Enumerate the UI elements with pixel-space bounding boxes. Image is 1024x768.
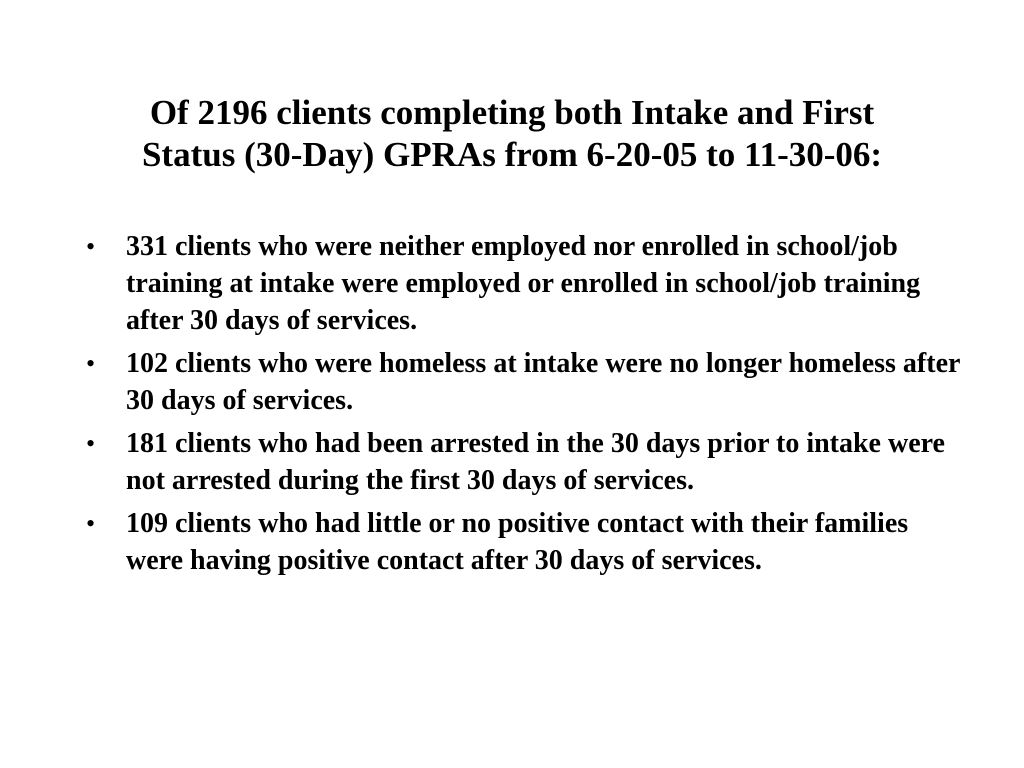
bullet-list <box>84 228 964 585</box>
bullet-dot-icon: • <box>86 349 96 378</box>
bullet-text-homeless: 102 clients who were homeless at intake were no longer homeless after 30 days of services. <box>126 348 960 416</box>
bullet-text-family-contact: 109 clients who had little or no positive contact with their families were having positive contact after 30 days of services. <box>126 508 909 576</box>
slide-title-line-1: Of 2196 clients completing both Intake and First <box>149 93 875 132</box>
slide-title-line-2: Status (30-Day) GPRAs from 6-20-05 to 11-30-06: <box>141 135 883 174</box>
bullet-item-homeless <box>84 345 964 419</box>
bullet-item-family-contact <box>84 505 964 579</box>
slide-title <box>60 92 964 176</box>
bullet-dot-icon: • <box>86 509 96 538</box>
bullet-text-employment: 331 clients who were neither employed nor enrolled in school/job training at intake were employed or enrolled in school/job training after 30 days of services. <box>126 231 921 336</box>
bullet-item-arrested <box>84 425 964 499</box>
bullet-dot-icon: • <box>86 429 96 458</box>
bullet-text-arrested: 181 clients who had been arrested in the 30 days prior to intake were not arrested during the first 30 days of services. <box>126 428 945 496</box>
bullet-dot-icon: • <box>86 232 96 261</box>
bullet-item-employment <box>84 228 964 339</box>
